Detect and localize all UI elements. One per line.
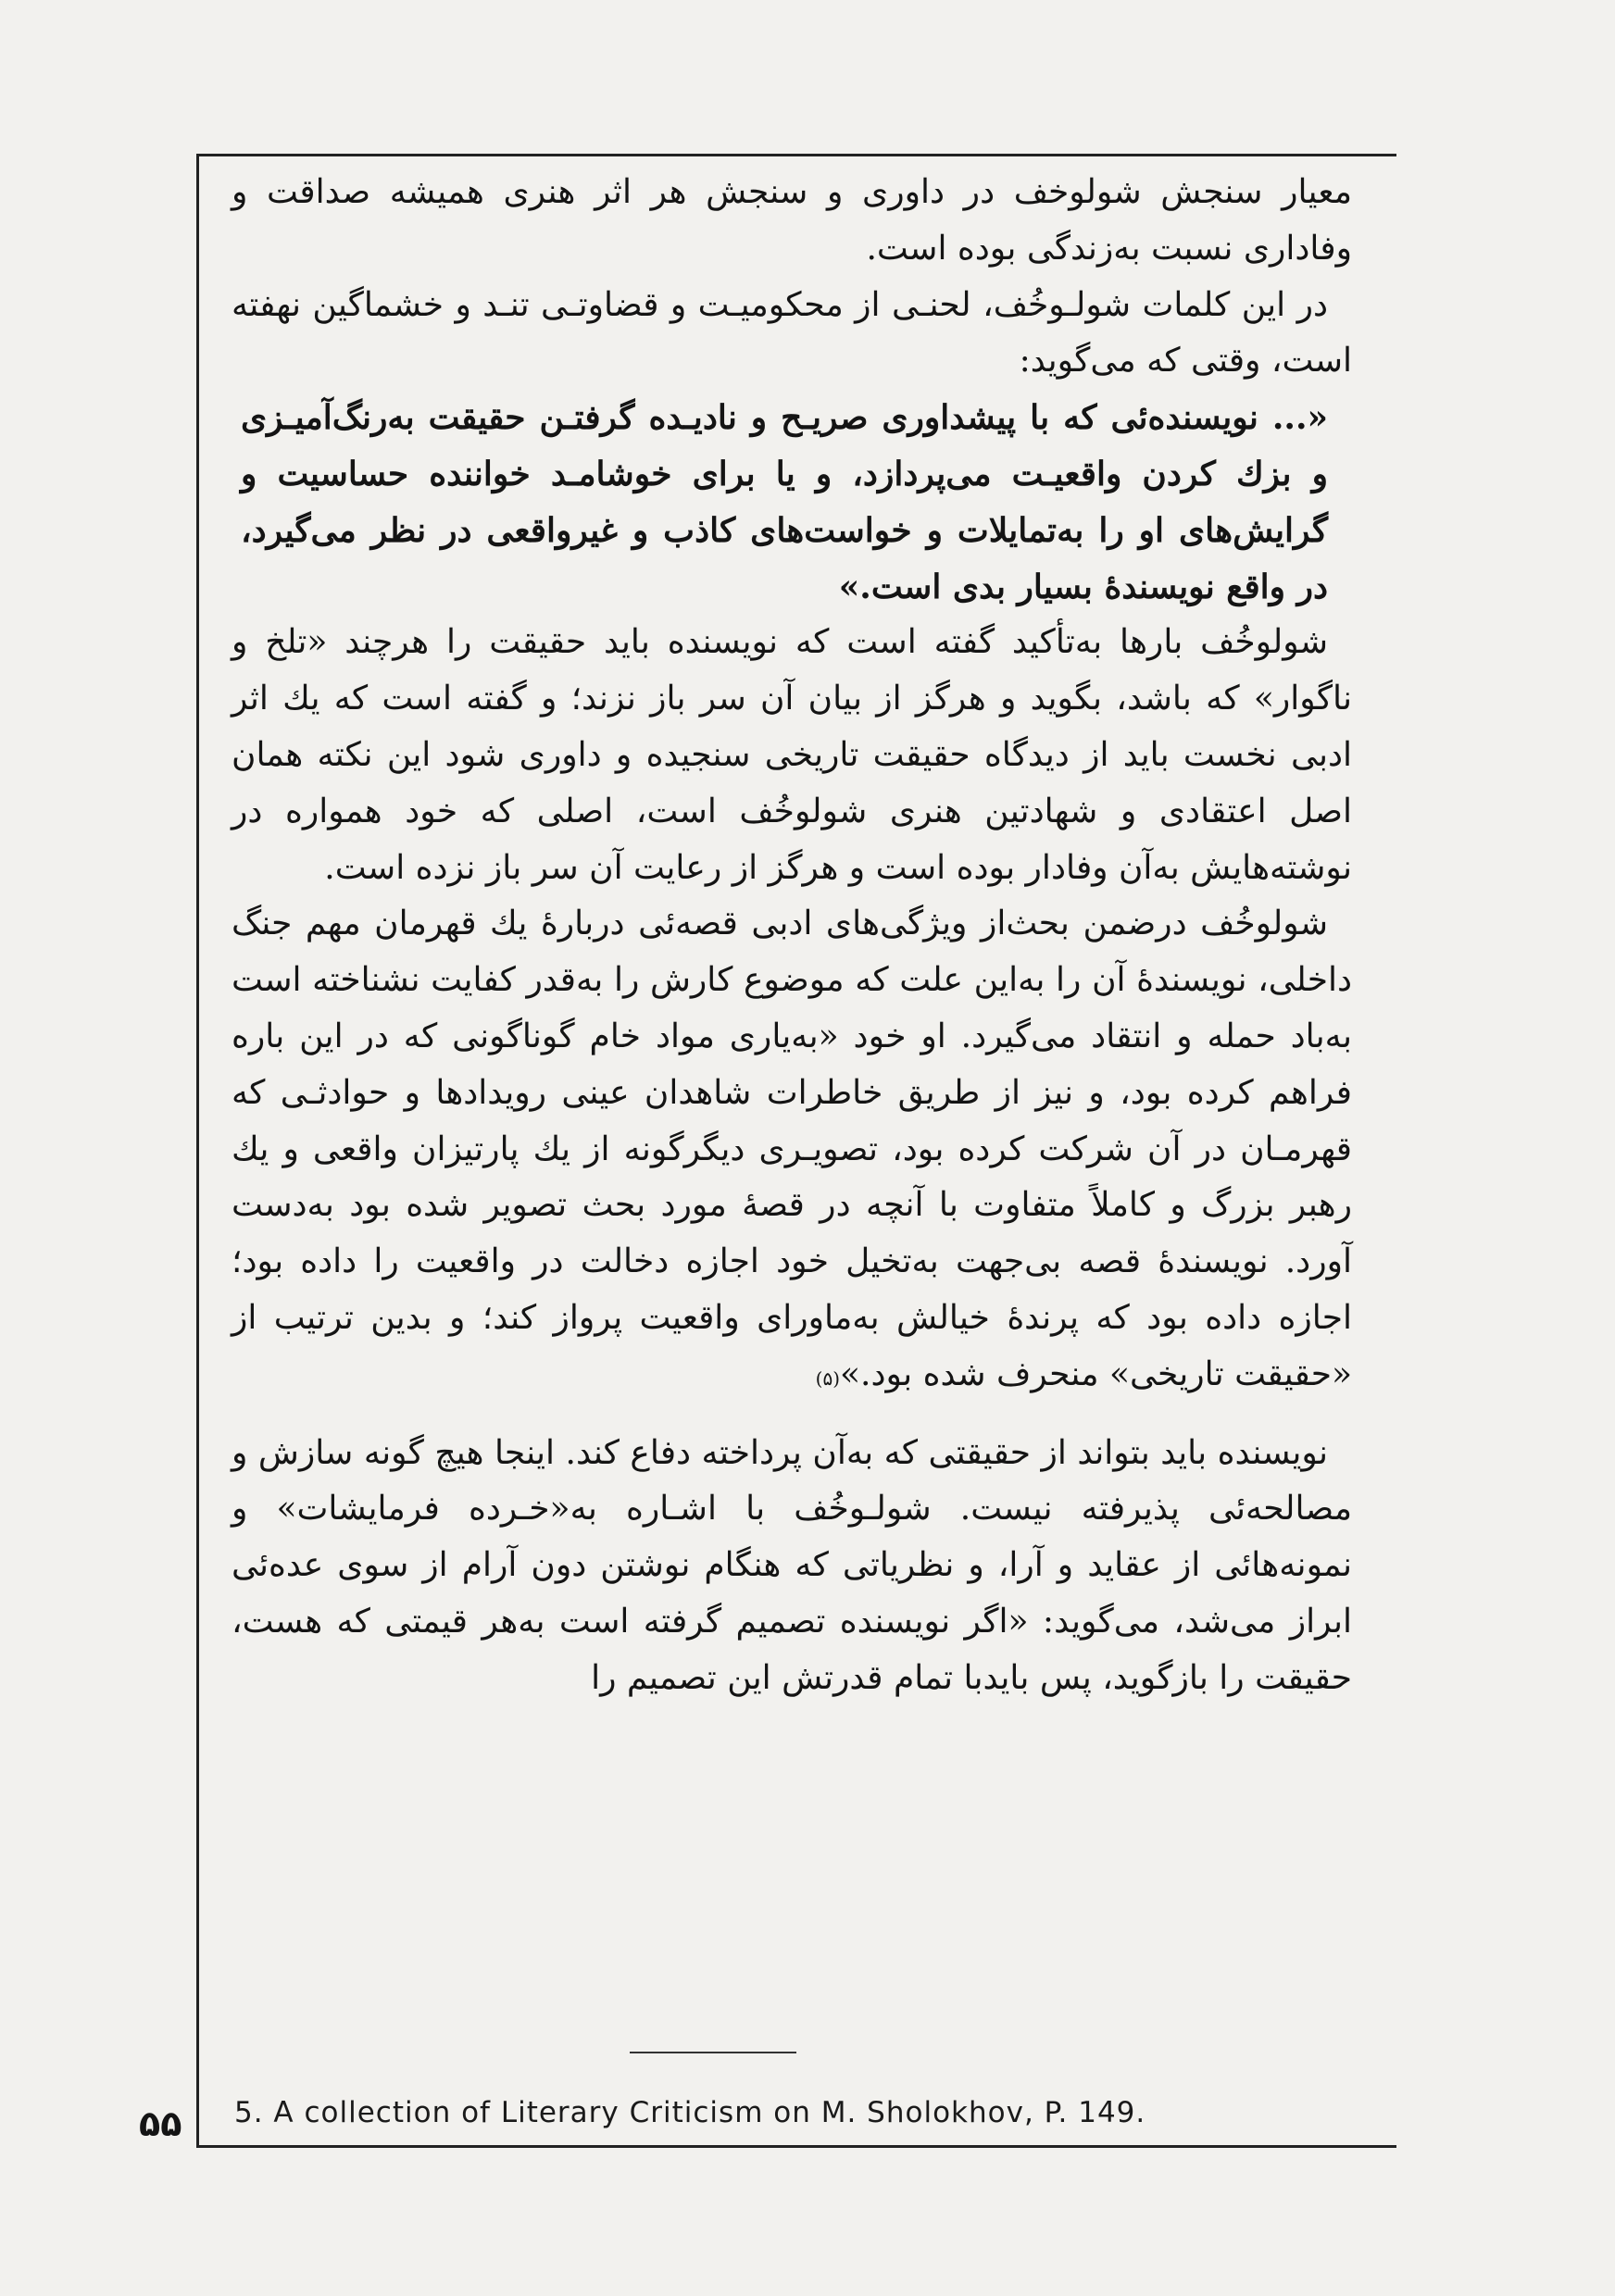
- footnote-divider: [630, 2052, 796, 2053]
- quotation: «... نویسنده‌ئی که با پیشداوری صریـح و نادیـده گرفتـن حقیقت به‌رنگ‌آمیـزی و بزك کردن واقعیـت می‌پردازد، و یا برای خوشامـد خواننده حساسیت و گرایش‌های او را به‌تمایلات و خواست‌های کاذب و غیرواقعی در نظر می‌گیرد، در واقع نویسندهٔ بسیار بدی است.»: [241, 398, 1328, 606]
- paragraph: شولوخُف بارها به‌تأکید گفته است که نویسنده باید حقیقت را هرچند «تلخ و ناگوار» که باشد، بگوید و هرگز از بیان آن سر باز نزند؛ و گفته است که یك اثر ادبی نخست باید از دیدگاه حقیقت تاریخی سنجیده و داوری شود این نکته همان اصل اعتقادی و شهادتین هنری شولوخُف است، اصلی که خود همواره در نوشته‌هایش به‌آن وفادار بوده است و هرگز از رعایت آن سر باز نزده است.: [232, 623, 1353, 887]
- paragraph-text: شولوخُف درضمن بحث‌از ویژگی‌های ادبی قصه‌ئی دربارهٔ یك قهرمان مهم جنگ داخلی، نویسندهٔ آن را به‌این علت که موضوع کارش را به‌قدر کفایت نشناخته است به‌باد حمله و انتقاد می‌گیرد. او خود «به‌یاری مواد خام گوناگونی که در این باره فراهم کرده بود، و نیز از طریق خاطرات شاهدان عینی رویدادها و حوادثـی که قهرمـان در آن شرکت کرده بود، تصویـری دیگرگونه از یك پارتیزان واقعی و یك رهبر بزرگ و کاملاً متفاوت با آنچه در قصهٔ مورد بحث تصویر شده بود به‌دست آورد. نویسندهٔ قصه بی‌جهت به‌تخیل خود اجازه دخالت در واقعیت را داده بود؛ اجازه داده بود که پرندهٔ خیالش به‌ماورای واقعیت پرواز کند؛ و بدین ترتیب از «حقیقت تاریخی» منحرف شده بود.»: [232, 905, 1352, 1393]
- footnote: 5. A collection of Literary Criticism on M. Sholokhov, P. 149.: [234, 2096, 1146, 2129]
- paragraph: نویسنده باید بتواند از حقیقتی که به‌آن پرداخته دفاع کند. اینجا هیچ گونه سازش و مصالحه‌ئی پذیرفته نیست. شولـوخُف با اشـاره به‌«خـرده فرمایشات» و نمونه‌هائی از عقاید و آرا، و نظریاتی که هنگام نوشتن دون آرام از سوی عده‌ئی ابراز می‌شد، می‌گوید: «اگر نویسنده تصمیم گرفته است به‌هر قیمتی که هست، حقیقت را بازگوید، پس بایدبا تمام قدرتش این تصمیم را: [232, 1433, 1352, 1697]
- paragraph: معیار سنجش شولوخف در داوری و سنجش هر اثر هنری همیشه صداقت و وفاداری نسبت به‌زندگی بوده است.: [232, 173, 1352, 268]
- footnote-reference: (۵): [815, 1366, 841, 1390]
- main-text: [232, 165, 1352, 1707]
- paragraph: [232, 896, 1352, 1406]
- page-number: ۵۵: [139, 2103, 182, 2144]
- paragraph: در این کلمات شولـوخُف، لحنـی از محکومیـت و قضاوتـی تنـد و خشماگین نهفته است، وقتی که می‌گوید:: [232, 285, 1352, 381]
